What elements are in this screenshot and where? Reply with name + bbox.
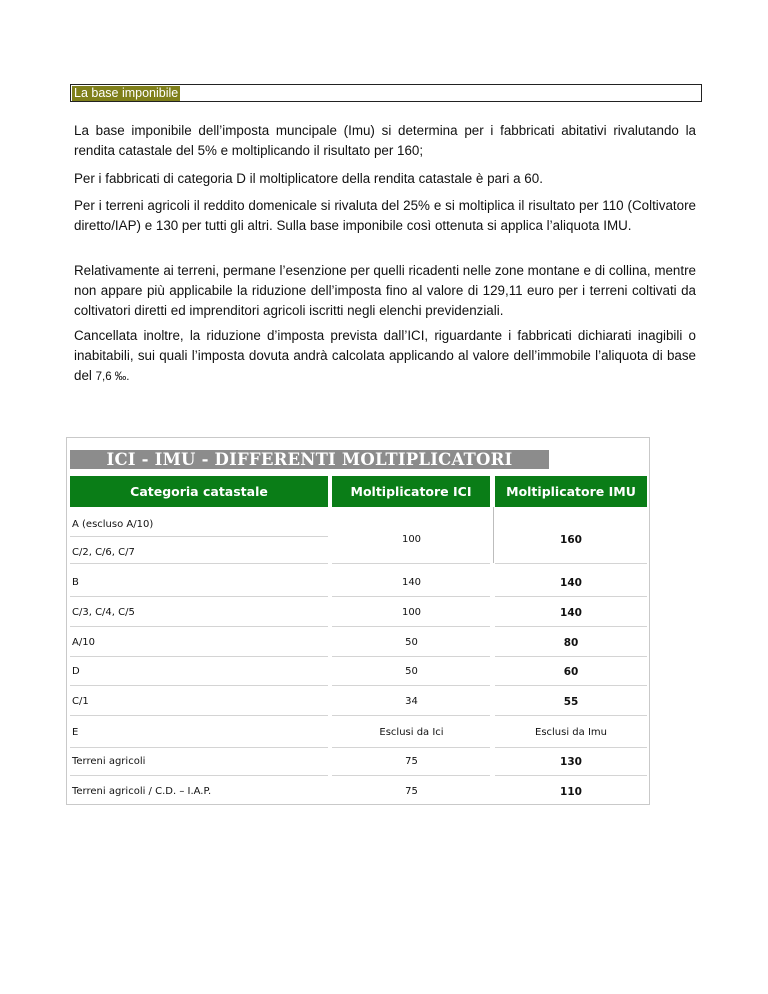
row-divider bbox=[70, 775, 328, 776]
table-cell-imu: 110 bbox=[560, 786, 582, 798]
row-divider bbox=[332, 656, 490, 657]
row-divider bbox=[70, 596, 328, 597]
table-cell-ici: 140 bbox=[401, 577, 422, 588]
row-divider bbox=[70, 715, 328, 716]
table-cell-imu: 130 bbox=[560, 756, 582, 768]
table-cell-category: C/3, C/4, C/5 bbox=[72, 607, 135, 618]
section-heading-box bbox=[70, 84, 702, 102]
table-cell-category: D bbox=[72, 666, 80, 677]
row-divider bbox=[495, 563, 647, 564]
paragraph-terreni-agricoli: Per i terreni agricoli il reddito domenicale si rivaluta del 25% e si moltiplica il risultato per 110 (Coltivatore diretto/IAP) e 130 per tutti gli altri. Sulla base imponibile così ottenuta si applica l’aliquota IMU. bbox=[74, 198, 696, 233]
row-divider bbox=[495, 685, 647, 686]
row-divider bbox=[332, 747, 490, 748]
row-divider bbox=[332, 596, 490, 597]
table-cell-ici: 75 bbox=[405, 756, 418, 767]
table-cell-category: A/10 bbox=[72, 637, 95, 648]
row-divider bbox=[70, 626, 328, 627]
paragraph-esenzione-terreni: Relativamente ai terreni, permane l’esenzione per quelli ricadenti nelle zone montane e di collina, mentre non appare più applicabile la riduzione dell’imposta fino al valore di 129,11 euro per i terreni coltivati da coltivatori diretti ed imprenditori agricoli iscritti negli elenchi previdenziali. bbox=[74, 263, 696, 318]
table-cell-imu: 80 bbox=[563, 637, 579, 649]
table-cell-category: Terreni agricoli bbox=[72, 756, 146, 767]
table-cell-category: C/2, C/6, C/7 bbox=[72, 547, 135, 558]
row-divider bbox=[495, 626, 647, 627]
row-divider bbox=[495, 747, 647, 748]
table-cell-imu: 140 bbox=[560, 577, 582, 589]
row-divider bbox=[332, 775, 490, 776]
table-cell-imu: 140 bbox=[560, 607, 582, 619]
paragraph-categoria-d: Per i fabbricati di categoria D il moltiplicatore della rendita catastale è pari a 60. bbox=[74, 171, 543, 186]
paragraph-riduzione-text: Cancellata inoltre, la riduzione d’imposta prevista dall’ICI, riguardante i fabbricati dichiarati inagibili o inabitabili, sui quali l’imposta dovuta andrà calcolata applicando al valore dell’immobile l’aliquota di base del bbox=[74, 328, 696, 383]
section-heading: La base imponibile bbox=[74, 86, 179, 100]
paragraph-base-imponibile: La base imponibile dell’imposta muncipale (Imu) si determina per i fabbricati abitativi rivalutando la rendita catastale del 5% e moltiplicando il risultato per 160; bbox=[74, 123, 696, 158]
row-divider bbox=[70, 685, 328, 686]
table-cell-category: Terreni agricoli / C.D. – I.A.P. bbox=[72, 786, 212, 797]
row-divider bbox=[332, 685, 490, 686]
table-cell-category: A (escluso A/10) bbox=[72, 519, 154, 530]
table-cell-category: C/1 bbox=[72, 696, 89, 707]
row-divider bbox=[495, 656, 647, 657]
row-divider bbox=[70, 536, 328, 537]
column-header-categoria: Categoria catastale bbox=[70, 476, 328, 507]
column-divider bbox=[493, 507, 494, 563]
table-cell-ici: 34 bbox=[405, 696, 418, 707]
table-cell-ici: 100 bbox=[401, 607, 422, 618]
row-divider bbox=[70, 747, 328, 748]
table-cell-ici: Esclusi da Ici bbox=[379, 727, 444, 738]
row-divider bbox=[495, 596, 647, 597]
column-header-ici: Moltiplicatore ICI bbox=[332, 476, 490, 507]
paragraph-riduzione-cancellata bbox=[74, 326, 696, 387]
table-cell-imu: 55 bbox=[563, 696, 579, 708]
row-divider bbox=[332, 715, 490, 716]
table-cell-ici: 75 bbox=[405, 786, 418, 797]
row-divider bbox=[495, 775, 647, 776]
row-divider bbox=[70, 656, 328, 657]
table-cell-imu: 160 bbox=[560, 534, 582, 546]
table-cell-imu: 60 bbox=[563, 666, 579, 678]
table-cell-ici: 100 bbox=[401, 534, 422, 545]
table-cell-ici: 50 bbox=[405, 666, 418, 677]
table-cell-ici: 50 bbox=[405, 637, 418, 648]
column-header-imu: Moltiplicatore IMU bbox=[495, 476, 647, 507]
table-cell-imu: Esclusi da Imu bbox=[535, 727, 607, 738]
table-cell-category: B bbox=[72, 577, 79, 588]
row-divider bbox=[70, 563, 328, 564]
row-divider bbox=[332, 563, 490, 564]
table-title: ICI - IMU - DIFFERENTI MOLTIPLICATORI bbox=[70, 450, 549, 469]
row-divider bbox=[495, 715, 647, 716]
row-divider bbox=[332, 626, 490, 627]
table-cell-category: E bbox=[72, 727, 79, 738]
aliquota-base-value: 7,6 ‰. bbox=[95, 371, 130, 383]
